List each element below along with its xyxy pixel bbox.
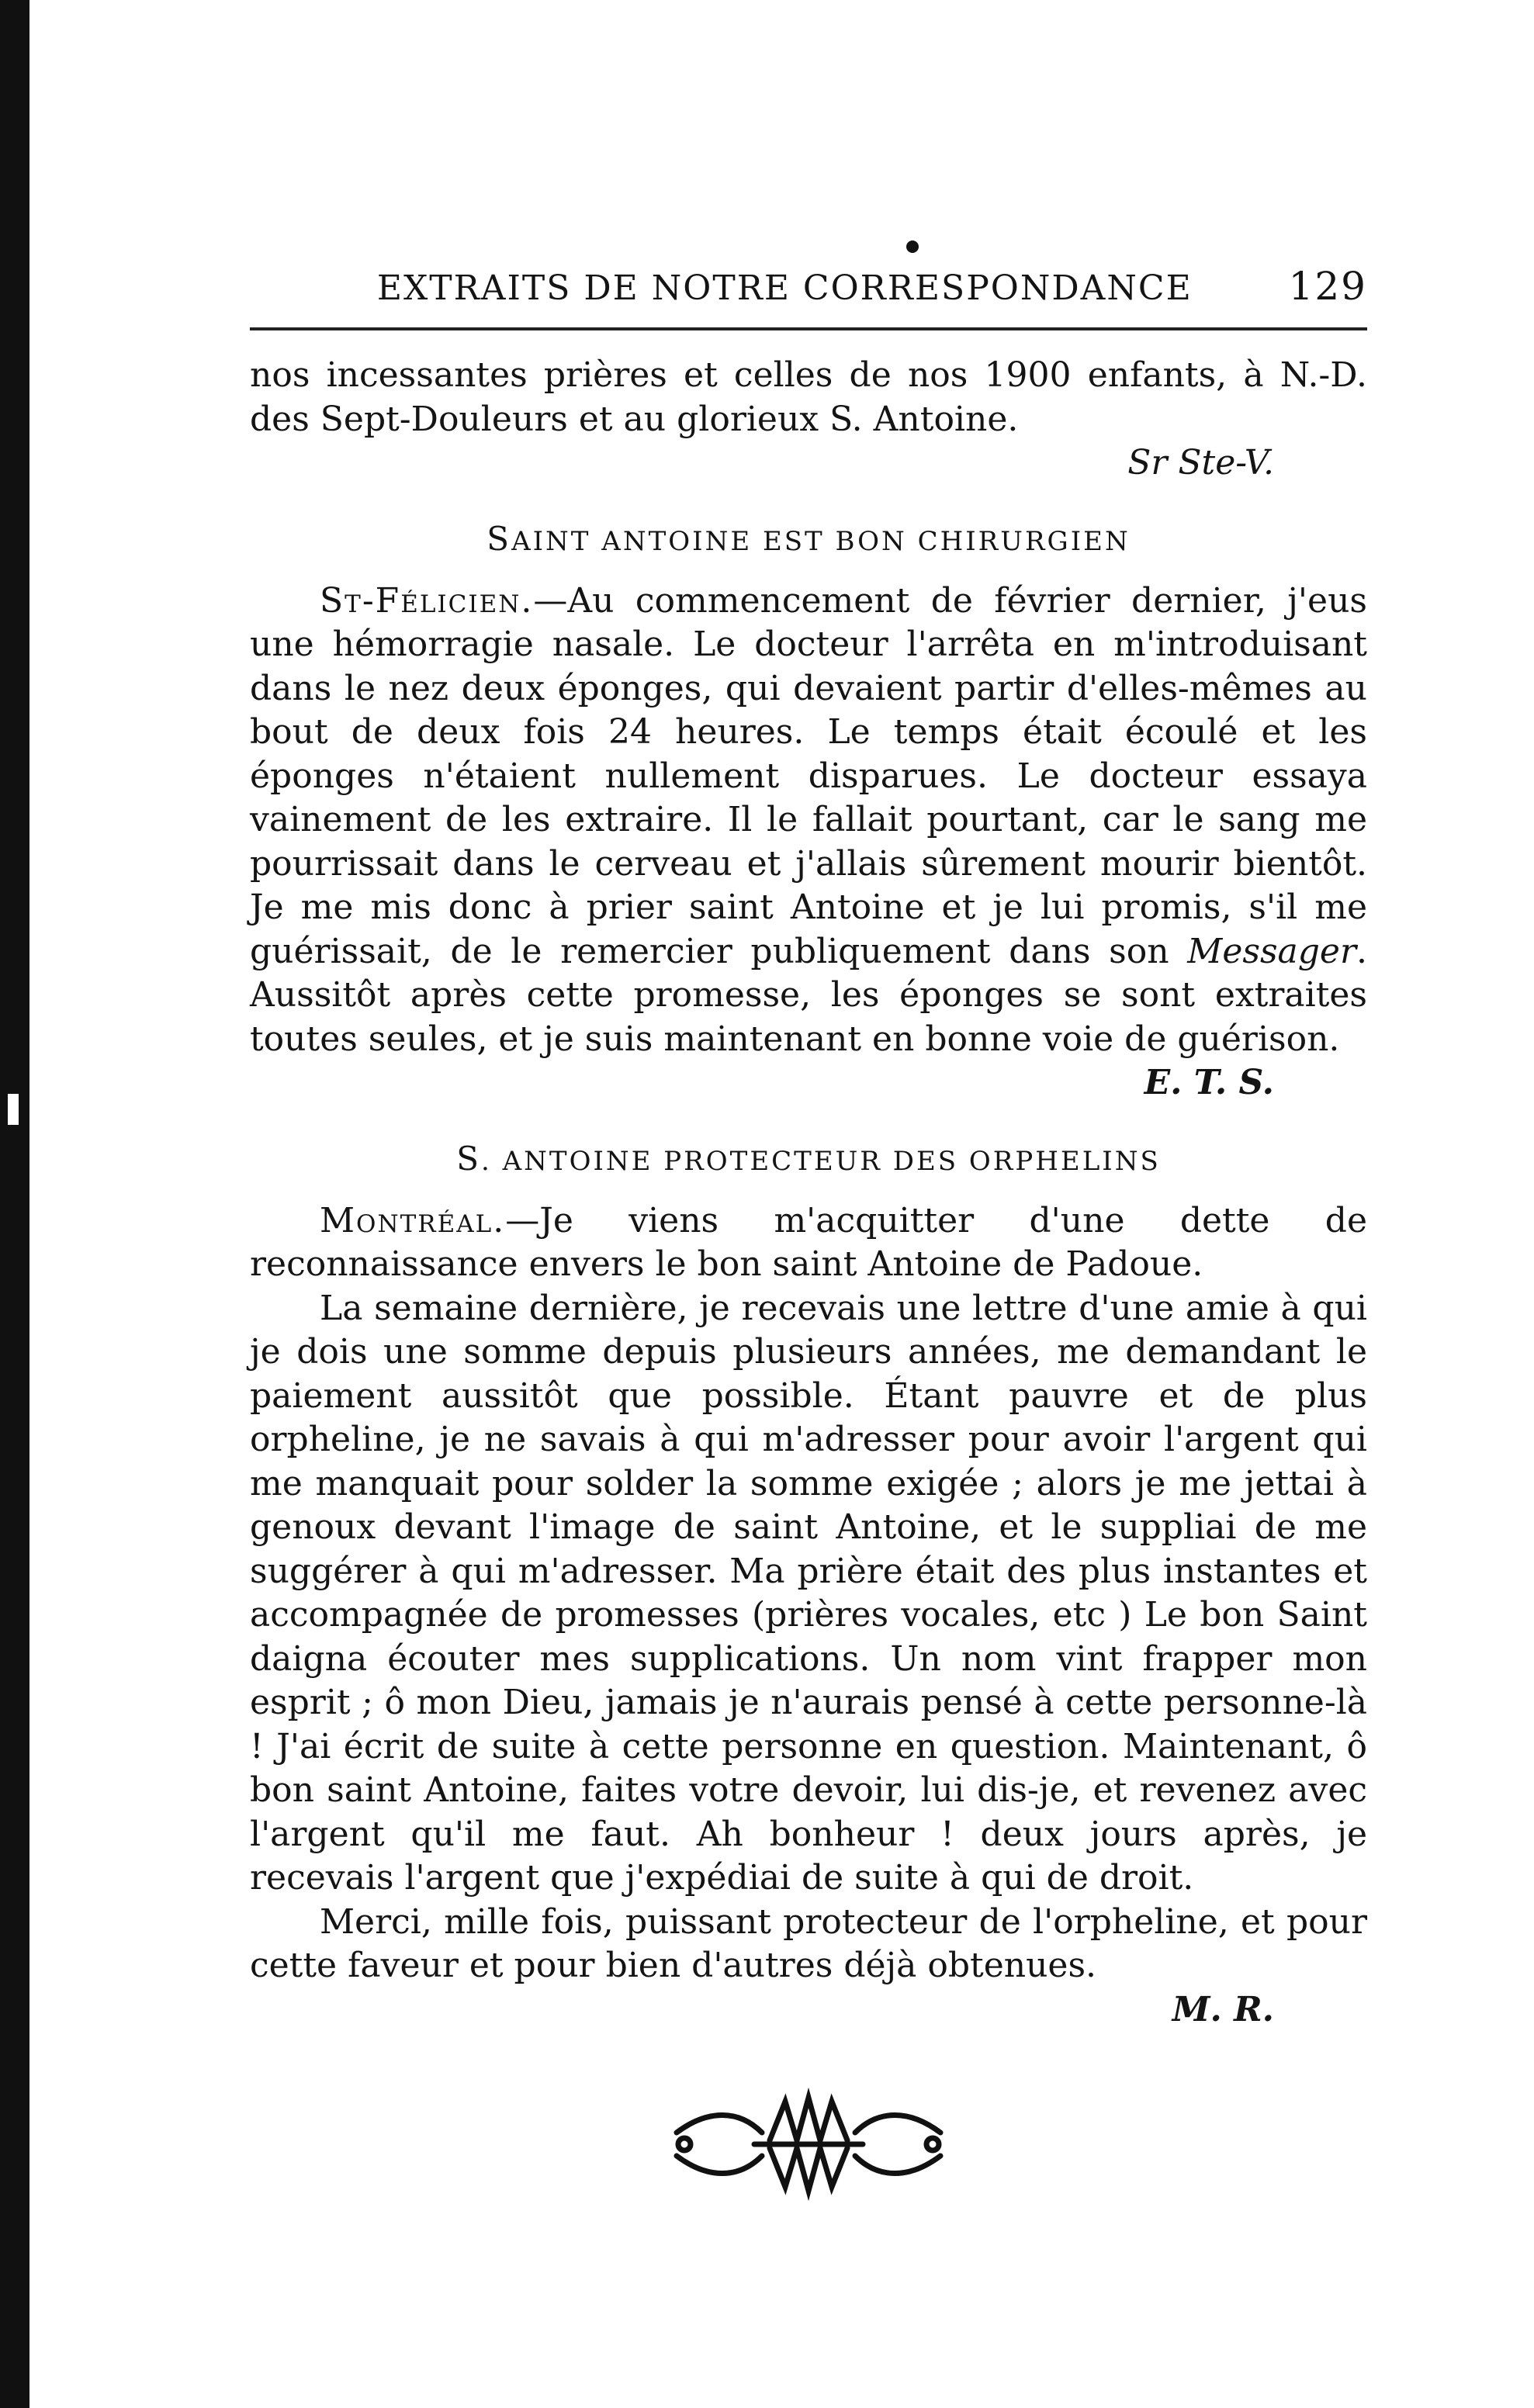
tailpiece-ornament-icon xyxy=(661,2086,956,2202)
letter-body: —Au commencement de février dernier, j'eus une hémorragie nasale. Le docteur l'arrêta en m'introduisant dans le nez deux éponges, qui devaient partir d'elles-mêmes au bout de deux fois 24 heures. Le temps était écoulé et les éponges n'étaient nullement disparues. Le docteur essaya vainement de les extraire. Il le fallait pourtant, car le sang me pourrissait dans le cerveau et j'allais sûrement mourir bientôt. Je me mis donc à prier saint Antoine et je lui promis, s'il me guérissait, de le remercier publiquement dans son xyxy=(250,580,1367,971)
page-number: 129 xyxy=(1288,264,1367,309)
letter-montreal-body: La semaine dernière, je recevais une lettre d'une amie à qui je dois une somme depuis plusieurs années, me demandant le paiement aussitôt que possible. Étant pauvre et de plus orpheline, je ne savais à qui m'adresser pour avoir l'argent qui me manquait pour solder la somme exigée ; alors je me jettai à genoux devant l'image de saint Antoine, et le suppliai de me suggérer à qui m'adresser. Ma prière était des plus instantes et accompagnée de promesses (prières vocales, etc ) Le bon Saint daigna écouter mes supplications. Un nom vint frapper mon esprit ; ô mon Dieu, jamais je n'aurais pensé à cette personne-là ! J'ai écrit de suite à cette personne en question. Maintenant, ô bon saint Antoine, faites votre devoir, lui dis-je, et revenez avec l'argent qu'il me faut. Ah bonheur ! deux jours après, je recevais l'argent que j'expédiai de suite à qui de droit. xyxy=(250,1288,1367,1898)
heading-initial: S xyxy=(456,1139,482,1178)
publication-title: Messager xyxy=(1187,931,1356,971)
section-heading-orphelins xyxy=(250,1140,1367,1178)
running-head xyxy=(250,264,1367,310)
running-head-title: EXTRAITS DE NOTRE CORRESPONDANCE xyxy=(376,268,1193,308)
book-spine-edge xyxy=(0,0,29,2408)
letter-signature-mr: M. R. xyxy=(1172,1989,1274,2029)
heading-text: AINT ANTOINE EST BON CHIRURGIEN xyxy=(511,525,1131,557)
letter-body: —Je viens m'acquitter d'une dette de reconnaissance envers le bon saint Antoine de Padoue. xyxy=(250,1200,1367,1284)
letter-montreal-intro xyxy=(250,1199,1367,1287)
printer-dot xyxy=(906,240,919,253)
spine-mark xyxy=(8,1094,19,1125)
page-body xyxy=(250,264,1367,2202)
letter-body-end: . Aussitôt après cette promesse, les éponges se sont extraites toutes seules, et je suis maintenant en bonne voie de guérison. xyxy=(250,931,1367,1059)
header-rule xyxy=(250,327,1367,330)
letter-st-felicien xyxy=(250,580,1367,1062)
section-heading-chirurgien xyxy=(250,520,1367,558)
place-name: Montréal. xyxy=(320,1200,506,1240)
intro-paragraph: nos incessantes prières et celles de nos 1900 enfants, à N.-D. des Sept-Douleurs et au glorieux S. Antoine. xyxy=(250,355,1367,439)
place-name: St-Félicien. xyxy=(320,580,534,621)
heading-text: . ANTOINE PROTECTEUR DES ORPHELINS xyxy=(481,1145,1161,1177)
intro-signature: Sr Ste-V. xyxy=(1127,443,1274,483)
heading-initial: S xyxy=(487,519,512,558)
letter-signature-ets: E. T. S. xyxy=(1144,1063,1274,1102)
letter-montreal-thanks: Merci, mille fois, puissant protecteur de l'orpheline, et pour cette faveur et pour bien d'autres déjà obtenues. xyxy=(250,1901,1367,1985)
